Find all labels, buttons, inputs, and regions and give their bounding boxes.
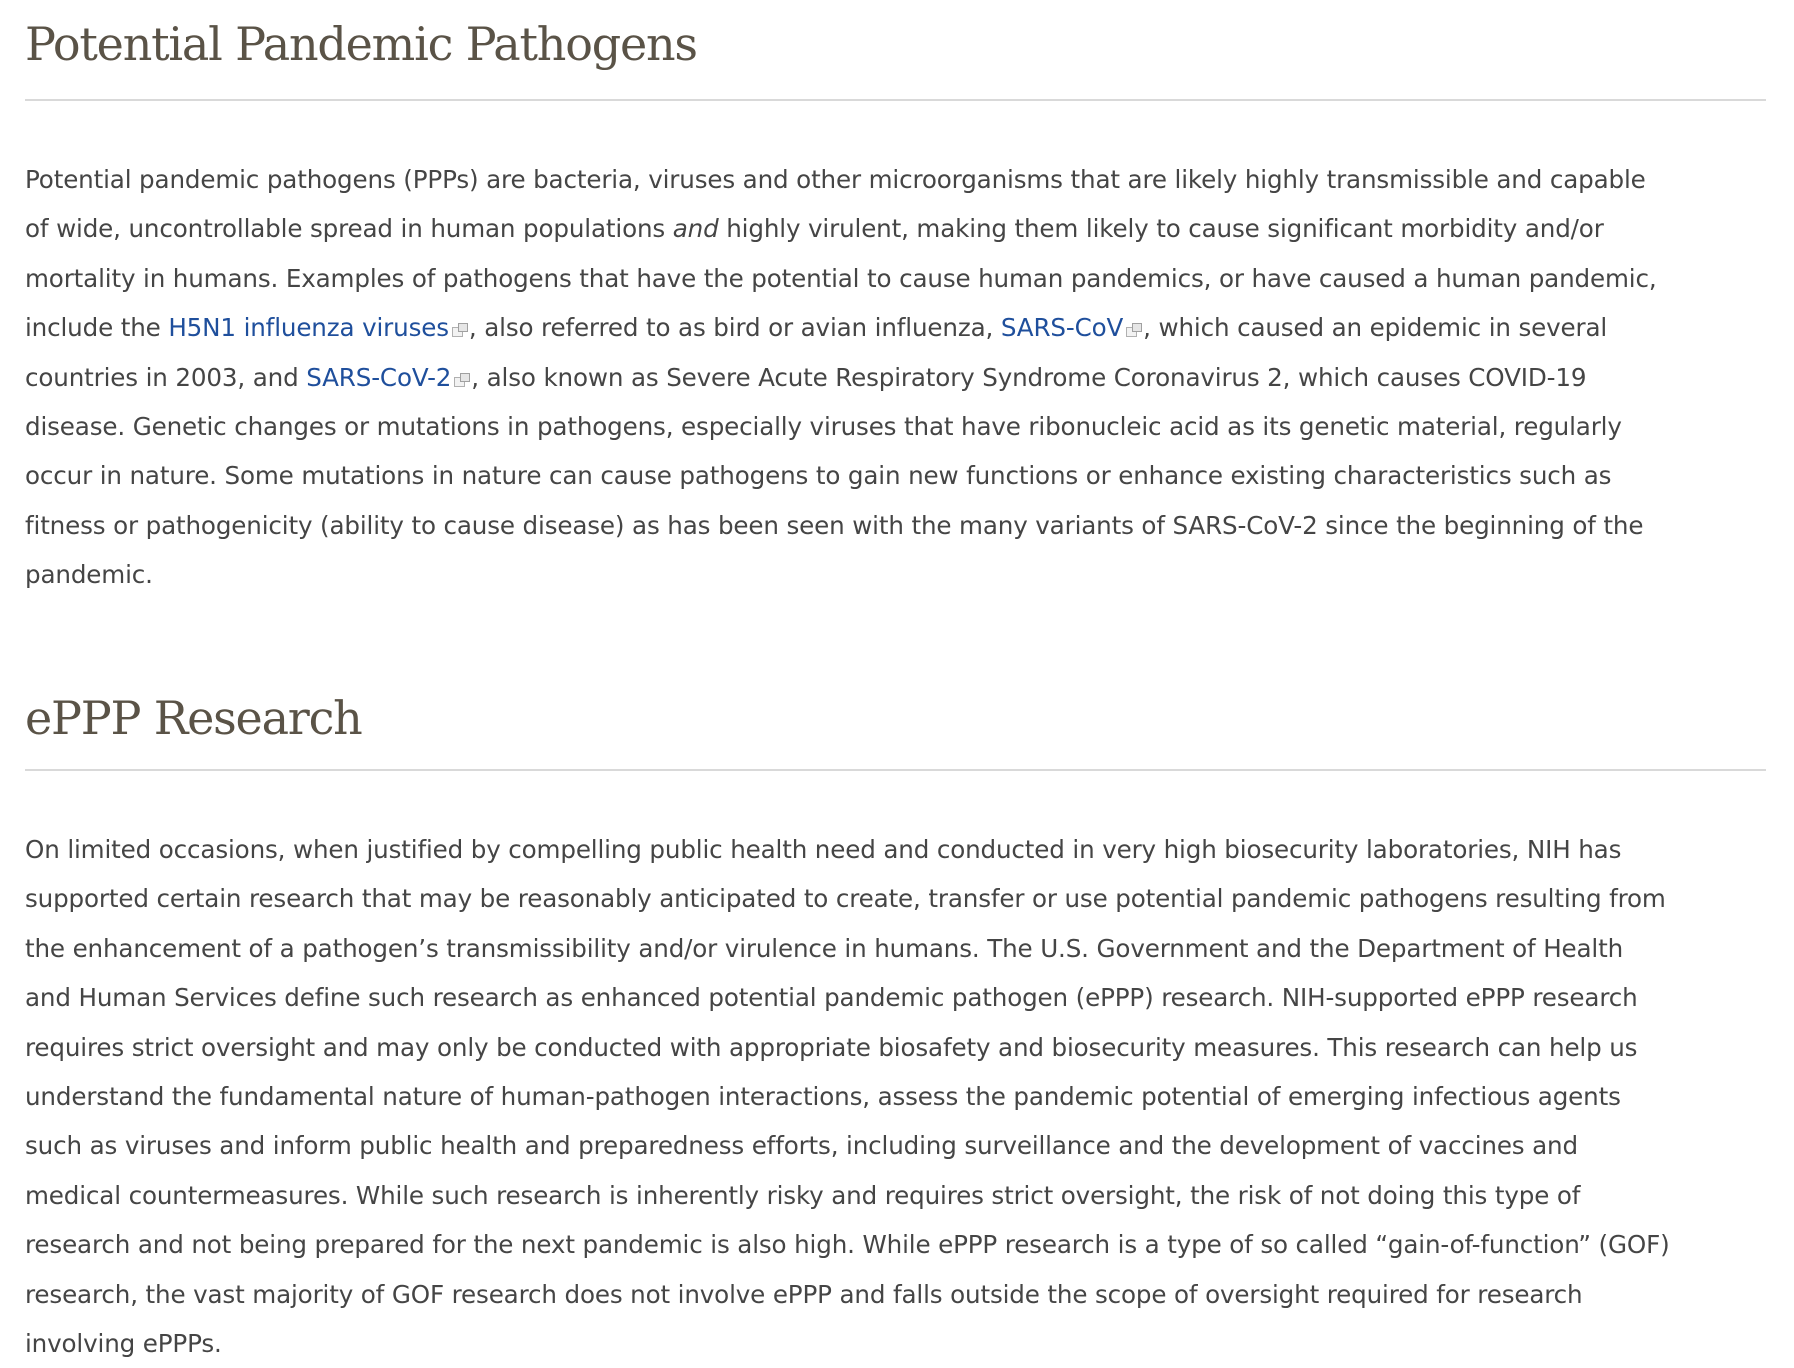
eppp-paragraph — [25, 825, 1670, 1368]
section-heading-potential-pandemic-pathogens: Potential Pandemic Pathogens — [25, 17, 697, 71]
text: highly virulent, making them likely to cause significant morbidity and/or — [718, 214, 1604, 244]
text: Potential pandemic pathogens (PPPs) are bacteria, viruses and other microorganisms that are likely highly transmissible and capable — [25, 165, 1646, 194]
external-link-icon[interactable] — [1126, 323, 1142, 337]
section-heading-eppp-research: ePPP Research — [25, 691, 362, 745]
text: , also known as Severe Acute Respiratory Syndrome Coronavirus 2, which causes COVID-19 — [471, 362, 1587, 392]
paragraph-line: requires strict oversight and may only be conducted with appropriate biosafety and biosecurity measures. This research can help us — [25, 1032, 1638, 1062]
link-label[interactable]: SARS-CoV-2 — [306, 362, 452, 392]
ppp-paragraph — [25, 155, 1656, 600]
heading-divider — [25, 99, 1766, 101]
paragraph-line: involving ePPPs. — [25, 1328, 222, 1358]
paragraph-line: On limited occasions, when justified by compelling public health need and conducted in very high biosecurity laboratories, NIH has — [25, 835, 1622, 864]
paragraph-line: research and not being prepared for the next pandemic is also high. While ePPP research is a type of so called “gain-of-function” (GOF) — [25, 1230, 1670, 1260]
paragraph-line: such as viruses and inform public health and preparedness efforts, including surveillance and the development of vaccines and — [25, 1131, 1578, 1161]
paragraph-line — [25, 155, 1656, 204]
paragraph-line: and Human Services define such research as enhanced potential pandemic pathogen (ePPP) research. NIH-supported ePPP research — [25, 983, 1638, 1013]
paragraph-line: the enhancement of a pathogen’s transmissibility and/or virulence in humans. The U.S. Government and the Department of Health — [25, 933, 1624, 963]
text: disease. Genetic changes or mutations in pathogens, especially viruses that have ribonucleic acid as its genetic material, regularly — [25, 411, 1622, 441]
link-label[interactable]: H5N1 influenza viruses — [168, 313, 449, 343]
text: of wide, uncontrollable spread in human populations — [25, 214, 673, 244]
link-label[interactable]: SARS-CoV — [1000, 313, 1124, 343]
emphasis-text: and — [672, 214, 719, 244]
paragraph-line — [25, 254, 1656, 303]
text: fitness or pathogenicity (ability to cause disease) as has been seen with the many variants of SARS-CoV-2 since the beginning of the — [25, 510, 1644, 540]
paragraph-line: medical countermeasures. While such research is inherently risky and requires strict oversight, the risk of not doing this type of — [25, 1180, 1581, 1210]
heading-divider — [25, 769, 1766, 771]
text: occur in nature. Some mutations in nature can cause pathogens to gain new functions or enhance existing characteristics such as — [25, 461, 1612, 491]
external-link-icon[interactable] — [454, 373, 470, 387]
paragraph-line: understand the fundamental nature of human-pathogen interactions, assess the pandemic potential of emerging infectious agents — [25, 1081, 1621, 1111]
text: include the — [25, 313, 169, 343]
paragraph-line: supported certain research that may be reasonably anticipated to create, transfer or use potential pandemic pathogens resulting from — [25, 884, 1666, 914]
text: , which caused an epidemic in several — [1143, 313, 1608, 343]
link-sars-cov-2[interactable] — [306, 363, 471, 392]
paragraph-line — [25, 550, 1656, 599]
paragraph-line — [25, 353, 1656, 402]
text: , also referred to as bird or avian influenza, — [468, 313, 1001, 343]
paragraph-line — [25, 402, 1656, 451]
text: countries in 2003, and — [25, 362, 307, 392]
text: pandemic. — [25, 560, 153, 590]
paragraph-line — [25, 204, 1656, 253]
text: mortality in humans. Examples of pathogens that have the potential to cause human pandemics, or have caused a human pandemic, — [25, 263, 1657, 293]
external-link-icon[interactable] — [452, 323, 468, 337]
paragraph-line: research, the vast majority of GOF research does not involve ePPP and falls outside the scope of oversight required for research — [25, 1279, 1583, 1309]
link-h5n1-influenza-viruses[interactable] — [168, 313, 469, 342]
paragraph-line — [25, 501, 1656, 550]
paragraph-line — [25, 303, 1656, 352]
link-sars-cov[interactable] — [1001, 313, 1143, 342]
paragraph-line — [25, 451, 1656, 500]
